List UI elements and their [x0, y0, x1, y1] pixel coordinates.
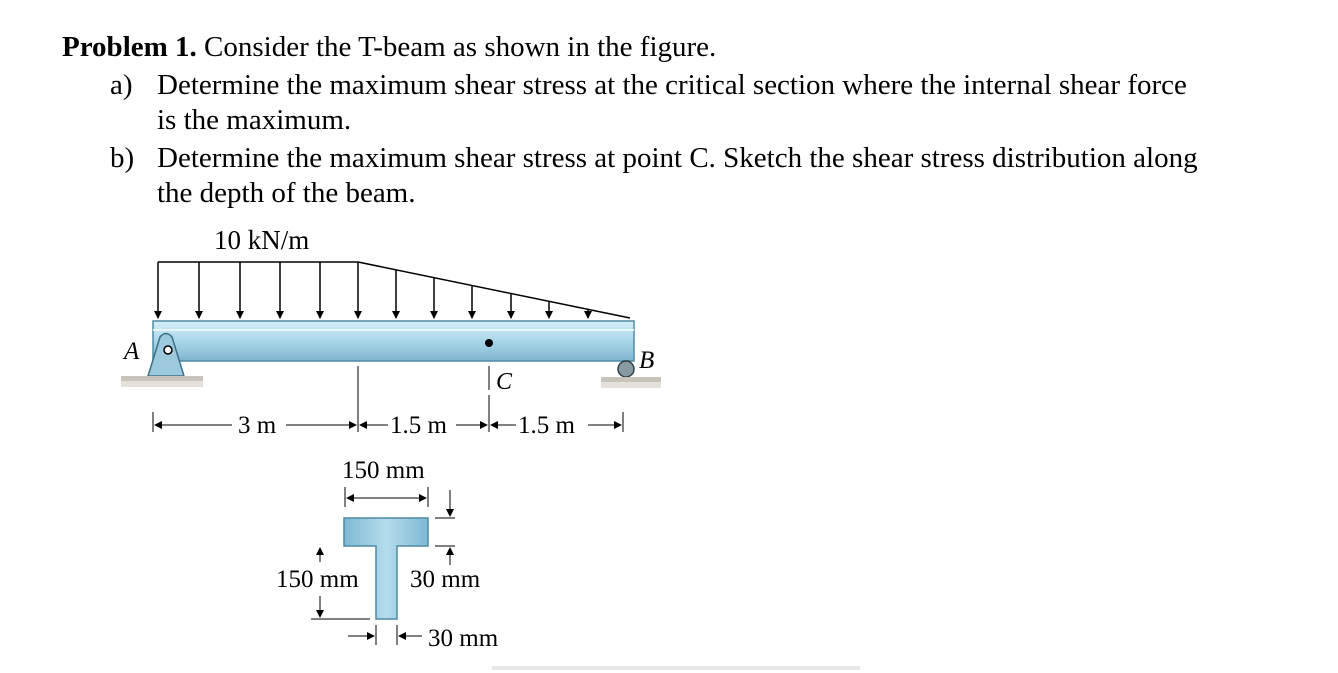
load-arrows [158, 262, 588, 318]
part-a-line2: is the maximum. [157, 104, 352, 136]
beam [153, 321, 634, 361]
problem-heading: Problem 1. [62, 31, 197, 63]
support-a-label: A [124, 338, 140, 365]
part-b-label: b) [110, 142, 135, 174]
load-label: 10 kN/m [214, 225, 310, 255]
distributed-load [158, 262, 630, 318]
bottom-rule [492, 666, 860, 670]
problem-intro: Consider the T-beam as shown in the figure. [204, 31, 717, 63]
part-a-label: a) [110, 69, 133, 101]
part-a-line1: Determine the maximum shear stress at the critical section where the internal shear force [157, 69, 1187, 101]
point-c-marker [485, 339, 493, 347]
web-height-label: 150 mm [276, 566, 359, 593]
flange-width-label: 150 mm [342, 457, 425, 484]
dim-1-5m-right: 1.5 m [518, 412, 575, 439]
flange-thickness-label: 30 mm [410, 566, 481, 593]
support-b-label: B [639, 347, 655, 374]
part-b-line2: the depth of the beam. [157, 177, 416, 209]
part-b-line1: Determine the maximum shear stress at point C. Sketch the shear stress distribution along [157, 142, 1198, 174]
point-c-label: C [496, 369, 513, 395]
web-thickness-label: 30 mm [428, 625, 499, 652]
dim-1-5m-left: 1.5 m [390, 412, 447, 439]
dim-3m: 3 m [238, 412, 277, 439]
